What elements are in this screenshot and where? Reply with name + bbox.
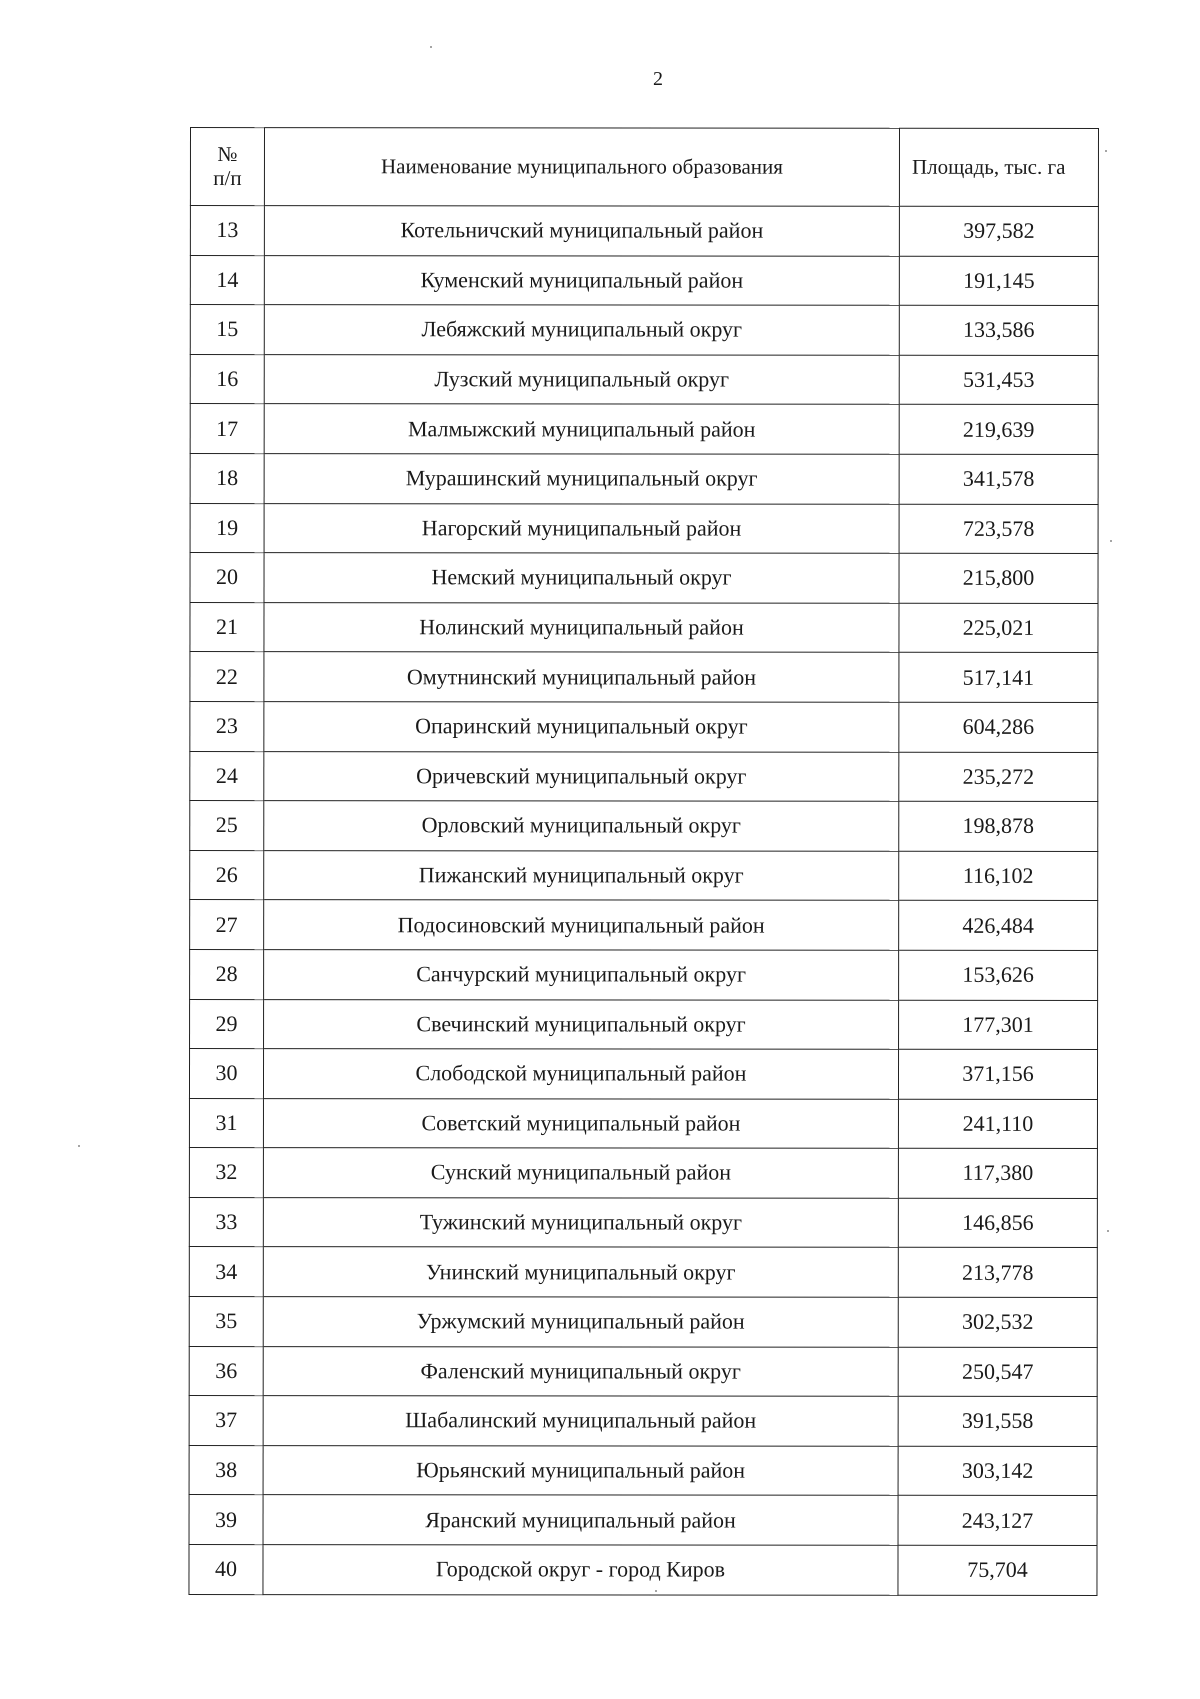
row-number: 19	[190, 503, 264, 553]
row-number: 34	[189, 1247, 263, 1297]
table-row	[190, 850, 1098, 901]
scan-speck	[78, 1145, 80, 1147]
row-area: 723,578	[899, 504, 1098, 554]
row-name: Фаленский муниципальный округ	[263, 1346, 898, 1396]
table-row	[190, 999, 1098, 1050]
row-area: 198,878	[899, 801, 1098, 851]
row-name: Советский муниципальный район	[263, 1098, 898, 1148]
header-area: Площадь, тыс. га	[899, 128, 1098, 206]
row-name: Малмыжский муниципальный район	[264, 404, 899, 454]
row-name: Орловский муниципальный округ	[264, 801, 899, 851]
row-number: 30	[189, 1049, 263, 1099]
table-row	[190, 801, 1098, 852]
row-name: Слободской муниципальный район	[263, 1049, 898, 1099]
table-row	[190, 255, 1098, 306]
row-name: Шабалинский муниципальный район	[263, 1396, 898, 1446]
row-number: 18	[190, 453, 264, 503]
table-header	[190, 128, 1098, 207]
row-number: 40	[189, 1545, 263, 1595]
row-area: 517,141	[899, 653, 1098, 703]
table-row	[190, 701, 1098, 752]
table-row	[189, 1495, 1097, 1546]
row-name: Нагорский муниципальный район	[264, 503, 899, 553]
row-name: Немский муниципальный округ	[264, 553, 899, 603]
row-number: 20	[190, 553, 264, 603]
row-area: 215,800	[899, 553, 1098, 603]
table-row	[189, 1297, 1097, 1348]
row-number: 35	[189, 1297, 263, 1347]
row-name: Санчурский муниципальный округ	[264, 949, 899, 999]
row-name: Омутнинский муниципальный район	[264, 652, 899, 702]
row-area: 341,578	[899, 454, 1098, 504]
row-name: Городской округ - город Киров	[263, 1545, 898, 1595]
row-name: Лебяжский муниципальный округ	[264, 305, 899, 355]
row-area: 604,286	[899, 702, 1098, 752]
table-row	[190, 900, 1098, 951]
row-area: 397,582	[899, 206, 1098, 256]
row-area: 219,639	[899, 405, 1098, 455]
row-area: 250,547	[898, 1347, 1097, 1397]
row-name: Котельничский муниципальный район	[264, 206, 899, 256]
table-row	[189, 1049, 1097, 1100]
row-area: 225,021	[899, 603, 1098, 653]
row-number: 27	[190, 900, 264, 950]
row-area: 153,626	[899, 950, 1098, 1000]
table-row	[190, 751, 1098, 802]
table-row	[190, 305, 1098, 356]
row-number: 28	[190, 949, 264, 999]
row-name: Яранский муниципальный район	[263, 1495, 898, 1545]
header-number: № п/п	[190, 128, 264, 206]
row-name: Пижанский муниципальный округ	[264, 850, 899, 900]
header-name: Наименование муниципального образования	[264, 128, 899, 207]
row-number: 31	[189, 1098, 263, 1148]
scan-speck	[1105, 150, 1107, 152]
row-number: 23	[190, 701, 264, 751]
table-row	[189, 1148, 1097, 1199]
table-row	[190, 602, 1098, 653]
row-area: 117,380	[898, 1149, 1097, 1199]
row-number: 39	[189, 1495, 263, 1545]
table-row	[189, 1346, 1097, 1397]
table-row	[190, 453, 1098, 504]
row-area: 116,102	[899, 851, 1098, 901]
scan-speck	[655, 1590, 657, 1592]
row-number: 25	[190, 801, 264, 851]
row-name: Опаринский муниципальный округ	[264, 702, 899, 752]
scan-speck	[430, 46, 432, 48]
table-row	[189, 1197, 1097, 1248]
row-area: 531,453	[899, 355, 1098, 405]
row-number: 22	[190, 652, 264, 702]
row-number: 26	[190, 850, 264, 900]
row-area: 241,110	[898, 1099, 1097, 1149]
row-name: Лузский муниципальный округ	[264, 354, 899, 404]
row-name: Нолинский муниципальный район	[264, 602, 899, 652]
row-area: 426,484	[899, 901, 1098, 951]
row-number: 15	[190, 305, 264, 355]
table-row	[189, 1445, 1097, 1496]
table-row	[189, 1396, 1097, 1447]
row-name: Подосиновский муниципальный район	[264, 900, 899, 950]
row-area: 243,127	[898, 1496, 1097, 1546]
table-row	[189, 1545, 1097, 1596]
row-area: 371,156	[898, 1049, 1097, 1099]
page-number: 2	[653, 68, 663, 90]
table-row	[190, 553, 1098, 604]
row-name: Оричевский муниципальный округ	[264, 751, 899, 801]
row-number: 17	[190, 404, 264, 454]
row-number: 36	[189, 1346, 263, 1396]
table-row	[189, 1247, 1097, 1298]
row-number: 33	[189, 1197, 263, 1247]
row-area: 146,856	[898, 1198, 1097, 1248]
row-number: 37	[189, 1396, 263, 1446]
row-number: 21	[190, 602, 264, 652]
table-row	[190, 404, 1098, 455]
row-area: 391,558	[898, 1396, 1097, 1446]
scan-speck	[1110, 540, 1112, 542]
row-area: 235,272	[899, 752, 1098, 802]
row-number: 32	[189, 1148, 263, 1198]
row-name: Свечинский муниципальный округ	[264, 999, 899, 1049]
row-number: 29	[190, 999, 264, 1049]
row-number: 16	[190, 354, 264, 404]
row-name: Мурашинский муниципальный округ	[264, 454, 899, 504]
table-row	[190, 354, 1098, 405]
table-body	[189, 206, 1098, 1596]
table-row	[190, 652, 1098, 703]
row-area: 302,532	[898, 1297, 1097, 1347]
row-area: 191,145	[899, 256, 1098, 306]
row-name: Сунский муниципальный район	[263, 1148, 898, 1198]
table-row	[190, 503, 1098, 554]
row-area: 75,704	[898, 1545, 1097, 1595]
row-area: 303,142	[898, 1446, 1097, 1496]
row-number: 14	[190, 255, 264, 305]
row-name: Юрьянский муниципальный район	[263, 1445, 898, 1495]
row-name: Куменский муниципальный район	[264, 255, 899, 305]
row-number: 24	[190, 751, 264, 801]
row-area: 213,778	[898, 1248, 1097, 1298]
municipal-areas-table	[188, 127, 1099, 1596]
row-number: 13	[190, 206, 264, 256]
row-area: 133,586	[899, 305, 1098, 355]
table-row	[190, 949, 1098, 1000]
row-name: Уржумский муниципальный район	[263, 1297, 898, 1347]
table-row	[189, 1098, 1097, 1149]
header-row	[190, 128, 1098, 207]
table-row	[190, 206, 1098, 257]
row-area: 177,301	[899, 1000, 1098, 1050]
scan-speck	[1107, 1230, 1109, 1232]
row-name: Тужинский муниципальный округ	[263, 1197, 898, 1247]
row-name: Унинский муниципальный округ	[263, 1247, 898, 1297]
row-number: 38	[189, 1445, 263, 1495]
